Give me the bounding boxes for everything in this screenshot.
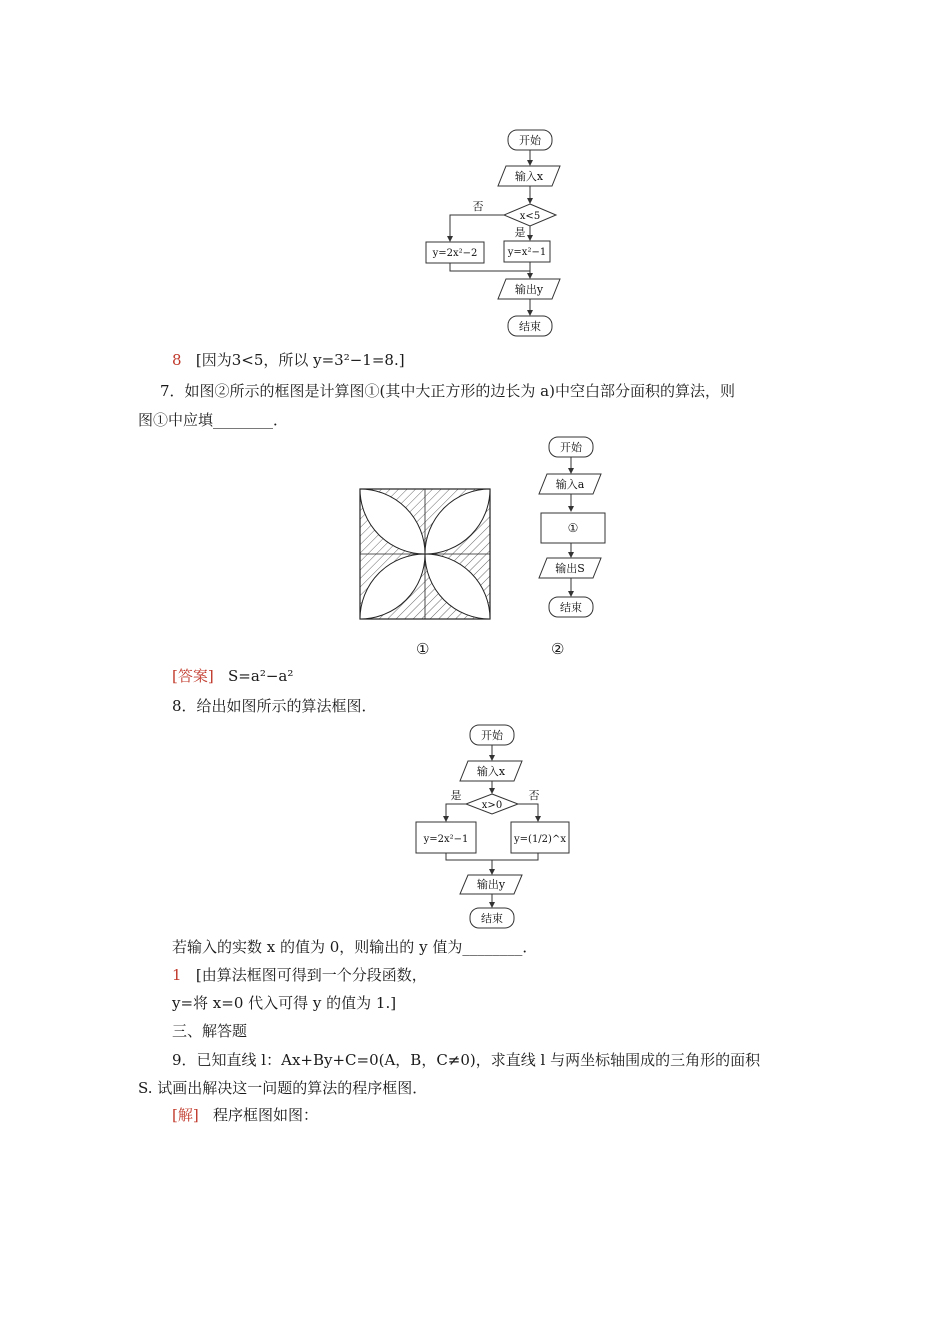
flow3-end: 结束 (481, 912, 503, 925)
question-7-line-1: 7．如图②所示的框图是计算图①(其中大正方形的边长为 a)中空白部分面积的算法，则 (160, 382, 735, 400)
flowchart-3 (412, 722, 577, 932)
question-7-line-2: 图①中应填________． (138, 411, 289, 429)
flow1-no-branch: y=2x²−2 (432, 248, 478, 259)
figure-2-label: ② (551, 640, 565, 658)
flow2-process: ① (567, 521, 579, 535)
flow1-condition: x<5 (519, 211, 541, 222)
flow1-yes-branch: y=x²−1 (507, 247, 547, 258)
section-3-heading: 三、解答题 (172, 1022, 248, 1040)
answer-7-text: S=a²−a² (228, 667, 294, 685)
flow2-input: 输入a (555, 478, 585, 491)
answer-7-tag: [答案] (172, 667, 214, 685)
answer-9 (172, 1105, 318, 1125)
answer-6-number: 8 (172, 351, 182, 369)
answer-7 (172, 666, 293, 686)
figure-square-petals (358, 487, 492, 621)
flow2-end: 结束 (560, 601, 582, 614)
flowchart-1 (420, 125, 570, 340)
flow1-yes-label: 是 (514, 226, 526, 239)
answer-9-tag: [解] (172, 1106, 199, 1124)
flow3-yes-label: 是 (450, 789, 462, 802)
question-9-line-1: 9．已知直线 l：Ax+By+C=0(A，B，C≠0)，求直线 l 与两坐标轴围成的三角形的面积 (172, 1051, 761, 1069)
answer-9-text: 程序框图如图： (213, 1106, 319, 1124)
flow3-condition: x>0 (481, 800, 503, 811)
flow1-start: 开始 (519, 134, 541, 147)
flow3-no-label: 否 (528, 789, 540, 802)
flow1-input: 输入x (514, 170, 544, 183)
flow1-output: 输出y (514, 283, 544, 296)
question-8-line-1: 8．给出如图所示的算法框图． (172, 697, 377, 715)
flow2-output: 输出S (555, 562, 585, 575)
flow2-start: 开始 (560, 441, 582, 454)
flow1-end: 结束 (519, 320, 541, 333)
answer-8-line-1: [由算法框图可得到一个分段函数， (195, 966, 427, 984)
flow3-no-branch: y=(1/2)^x (514, 834, 566, 845)
flowchart-2 (535, 433, 615, 623)
flow1-no-label: 否 (472, 200, 484, 213)
flow3-input: 输入x (476, 765, 506, 778)
answer-8 (172, 965, 427, 985)
question-9-line-2: S. 试画出解决这一问题的算法的程序框图． (138, 1079, 428, 1097)
question-8-line-2: 若输入的实数 x 的值为 0，则输出的 y 值为________． (172, 938, 538, 956)
flow3-start: 开始 (481, 729, 503, 742)
flow3-output: 输出y (476, 878, 506, 891)
answer-8-line-2: y=将 x=0 代入可得 y 的值为 1.] (172, 994, 397, 1012)
figure-1-label: ① (416, 640, 430, 658)
answer-6-text: [因为3<5，所以 y=3²−1=8.] (195, 351, 405, 369)
answer-8-number: 1 (172, 966, 182, 984)
answer-6 (172, 350, 405, 370)
flow3-yes-branch: y=2x²−1 (423, 834, 469, 845)
